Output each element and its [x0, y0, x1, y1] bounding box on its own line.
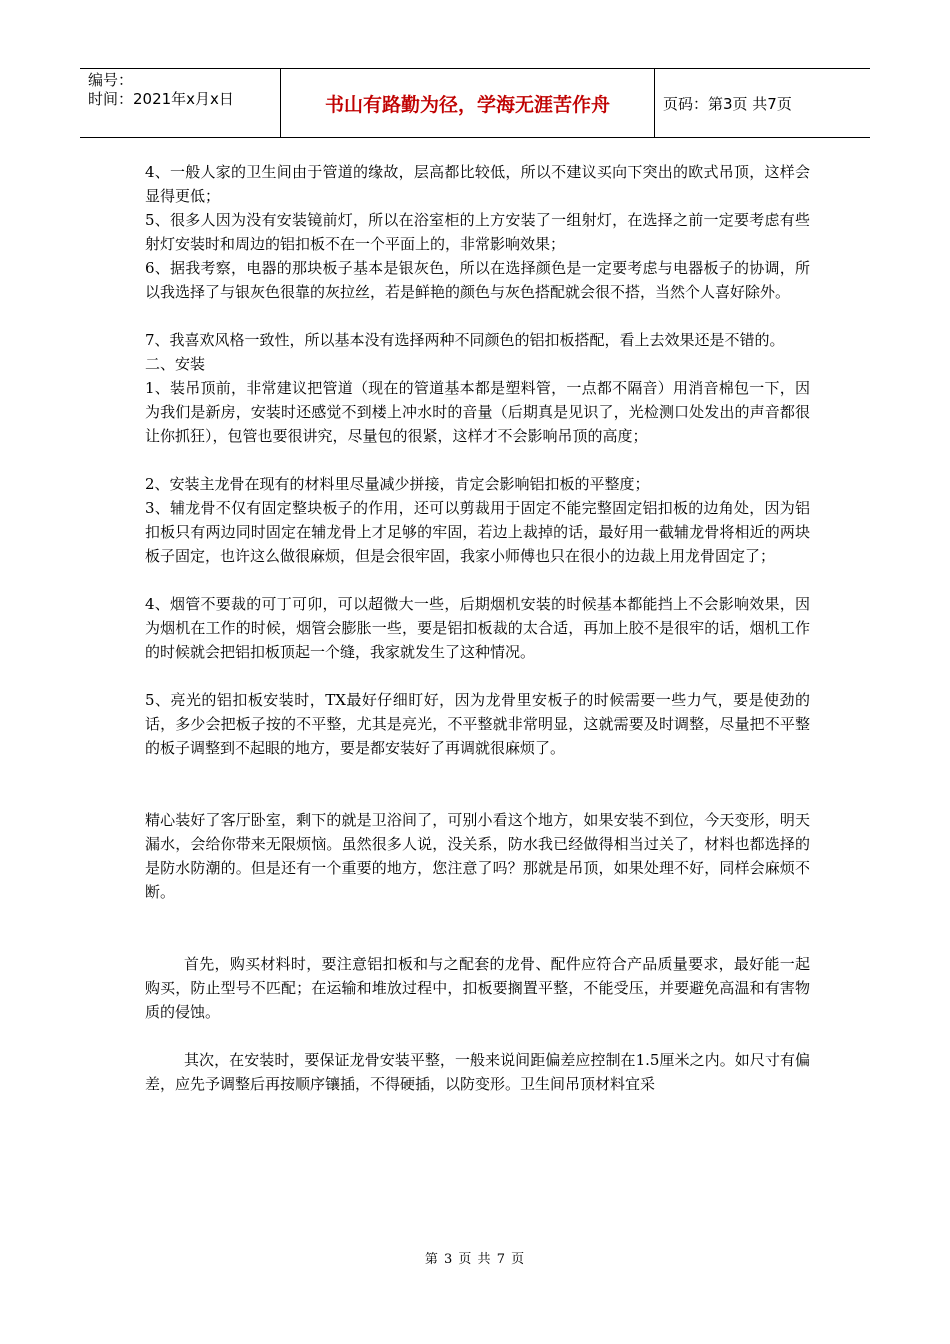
paragraph: 3、辅龙骨不仅有固定整块板子的作用，还可以剪裁用于固定不能完整固定铝扣板的边角处，因为铝扣板只有两边同时固定在辅龙骨上才足够的牢固，若边上裁掉的话，最好用一截辅龙骨将相近的两块板子固定，也许这么做很麻烦，但是会很牢固，我家小师傅也只在很小的边裁上用龙骨固定了；	[145, 499, 810, 565]
document-number-label: 编号：	[88, 71, 134, 89]
paragraph: 4、一般人家的卫生间由于管道的缘故，层高都比较低，所以不建议买向下突出的欧式吊顶，这样会显得更低；	[145, 163, 810, 205]
paragraph: 首先，购买材料时，要注意铝扣板和与之配套的龙骨、配件应符合产品质量要求，最好能一起购买，防止型号不匹配；在运输和堆放过程中，扣板要搁置平整，不能受压，并要避免高温和有害物质的侵蚀。	[145, 955, 810, 1021]
header-meta-cell	[80, 69, 281, 137]
paragraph: 其次，在安装时，要保证龙骨安装平整，一般来说间距偏差应控制在1.5厘米之内。如尺寸有偏差，应先予调整后再按顺序镶插，不得硬插，以防变形。卫生间吊顶材料宜采	[145, 1051, 810, 1093]
paragraph: 2、安装主龙骨在现有的材料里尽量减少拼接，肯定会影响铝扣板的平整度；	[145, 475, 650, 493]
paragraph: 精心装好了客厅卧室，剩下的就是卫浴间了，可别小看这个地方，如果安装不到位，今天变形，明天漏水，会给你带来无限烦恼。虽然很多人说，没关系，防水我已经做得相当过关了，材料也都选择的是防水防潮的。但是还有一个重要的地方，您注意了吗？那就是吊顶，如果处理不好，同样会麻烦不断。	[145, 811, 810, 901]
section-heading: 二、安装	[145, 355, 206, 373]
header-motto: 书山有路勤为径，学海无涯苦作舟	[281, 69, 655, 137]
page-footer: 第 3 页 共 7 页	[424, 1252, 526, 1267]
paragraph: 5、很多人因为没有安装镜前灯，所以在浴室柜的上方安装了一组射灯，在选择之前一定要考虑有些射灯安装时和周边的铝扣板不在一个平面上的，非常影响效果；	[145, 211, 810, 253]
paragraph: 7、我喜欢风格一致性，所以基本没有选择两种不同颜色的铝扣板搭配，看上去效果还是不错的。	[145, 331, 785, 349]
paragraph: 6、据我考察，电器的那块板子基本是银灰色，所以在选择颜色是一定要考虑与电器板子的协调，所以我选择了与银灰色很靠的灰拉丝，若是鲜艳的颜色与灰色搭配就会很不搭，当然个人喜好除外。	[145, 259, 810, 301]
document-date: 时间：2021年x月x日	[88, 90, 234, 108]
document-header	[80, 68, 870, 138]
header-page-info: 页码：第3页 共7页	[663, 94, 792, 113]
paragraph: 4、烟管不要裁的可丁可卯，可以超微大一些，后期烟机安装的时候基本都能挡上不会影响效果，因为烟机在工作的时候，烟管会膨胀一些，要是铝扣板裁的太合适，再加上胶不是很牢的话，烟机工作的时候就会把铝扣板顶起一个缝，我家就发生了这种情况。	[145, 595, 810, 661]
document-body	[145, 160, 810, 1096]
paragraph: 5、亮光的铝扣板安装时，TX最好仔细盯好，因为龙骨里安板子的时候需要一些力气，要是使劲的话，多少会把板子按的不平整，尤其是亮光，不平整就非常明显，这就需要及时调整，尽量把不平整的板子调整到不起眼的地方，要是都安装好了再调就很麻烦了。	[145, 691, 810, 757]
paragraph: 1、装吊顶前，非常建议把管道（现在的管道基本都是塑料管，一点都不隔音）用消音棉包一下，因为我们是新房，安装时还感觉不到楼上冲水时的音量（后期真是见识了，光检测口处发出的声音都很让你抓狂），包管也要很讲究，尽量包的很紧，这样才不会影响吊顶的高度；	[145, 379, 810, 445]
